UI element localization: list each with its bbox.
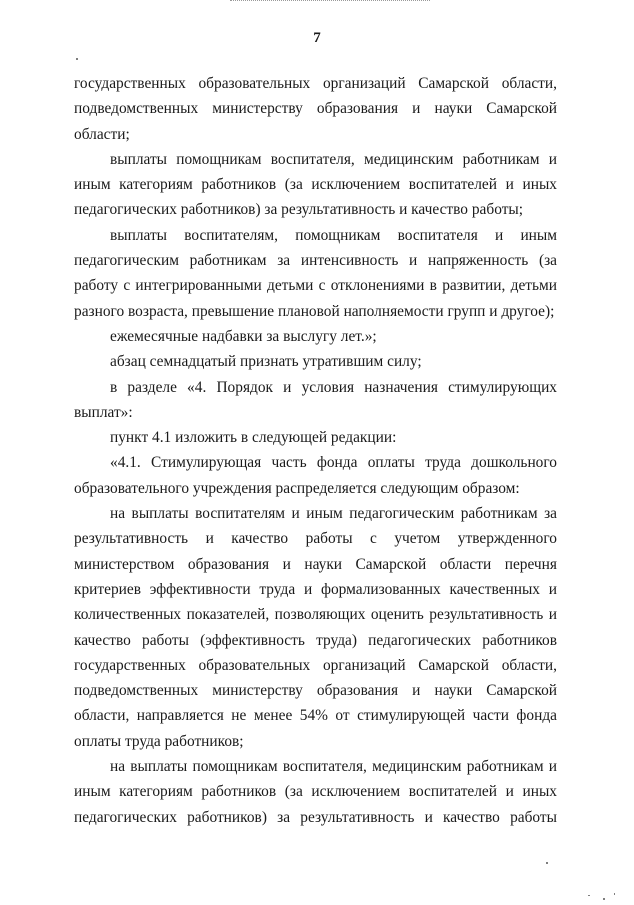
paragraph-2: выплаты помощникам воспитателя, медицинским работникам и иным категориям работников (за исключением воспитателей и иных педагогических работников) за результативность и качество работы; (74, 150, 557, 219)
paragraph-1: государственных образовательных организаций Самарской области, подведомственных министерству образования и науки Самарской области; (74, 75, 557, 143)
paragraph-3: выплаты воспитателям, помощникам воспитателя и иным педагогическим работникам за интенсивность и напряженность (за работу с интегрированными детьми с отклонениями в развитии, детьми разного возраста, превышение плановой наполняемости групп и другое); (74, 226, 557, 320)
scan-speck (546, 862, 548, 864)
document-body (74, 71, 557, 830)
paragraph-10: на выплаты помощникам воспитателя, медицинским работникам и иным категориям работников (за исключением воспитателей и иных педагогических работников) за результативность и качество работы (74, 758, 557, 826)
page-number: 7 (313, 30, 321, 46)
scan-speck (76, 58, 78, 60)
paragraph-7: пункт 4.1 изложить в следующей редакции: (110, 429, 397, 447)
scan-speck (603, 898, 605, 900)
paragraph-8: «4.1. Стимулирующая часть фонда оплаты труда дошкольного образовательного учреждения распределяется следующим образом: (74, 454, 557, 497)
paragraph-5: абзац семнадцатый признать утратившим силу; (110, 353, 422, 371)
scan-speck (588, 895, 590, 896)
paragraph-6: в разделе «4. Порядок и условия назначения стимулирующих выплат»: (74, 378, 557, 421)
paragraph-9: на выплаты воспитателям и иным педагогическим работникам за результативность и качество работы с учетом утвержденного министерством образования и науки Самарской области перечня критериев эффективности труда и формализованных качественных и количественных показателей, позволяющих оценить результативность и качество работы (эффективность труда) педагогических работников государственных образовательных организаций Самарской области, подведомственных министерству образования и науки Самарской области, направляется не менее 54% от стимулирующей части фонда оплаты труда работников; (74, 505, 557, 750)
scan-speck (614, 893, 615, 895)
scan-edge-artifact (230, 0, 430, 4)
paragraph-4: ежемесячные надбавки за выслугу лет.»; (110, 327, 377, 345)
